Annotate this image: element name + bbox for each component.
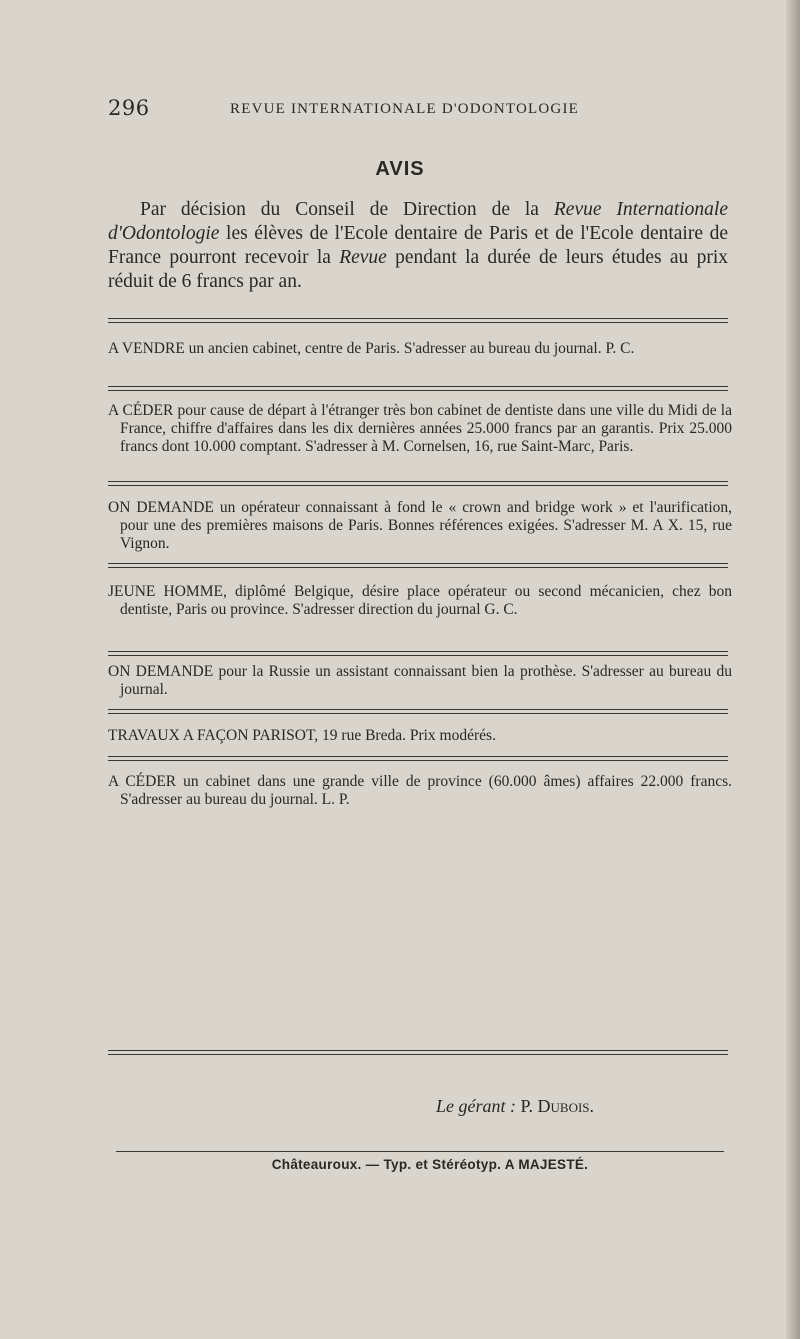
ad-text: A CÉDER pour cause de départ à l'étranger très bon cabinet de dentiste dans une ville du Midi de la France, chiffre d'affaires dans les dix dernières années 25.000 francs par an garantis. Prix 25.000 francs dont 10.000 comptant. S'adresser à M. Cornelsen, 16, rue Saint-Marc, Paris. (108, 402, 732, 455)
signature-name: P. Dubois. (520, 1096, 595, 1116)
classified-ad (108, 583, 732, 619)
ad-text: ON DEMANDE un opérateur connaissant à fond le « crown and bridge work » et l'aurification, pour une des premières maisons de Paris. Bonnes références exigées. S'adresser M. A X. 15, rue Vignon. (108, 499, 732, 552)
divider-rule (108, 651, 728, 656)
ad-text: ON DEMANDE pour la Russie un assistant connaissant bien la prothèse. S'adresser au bureau du journal. (108, 663, 732, 698)
printer-rule (116, 1151, 724, 1152)
classified-ad (108, 402, 732, 456)
running-title: REVUE INTERNATIONALE D'ODONTOLOGIE (230, 101, 580, 117)
ad-text: A VENDRE un ancien cabinet, centre de Paris. S'adresser au bureau du journal. P. C. (108, 340, 635, 357)
divider-rule (108, 756, 728, 761)
classified-ad (108, 663, 732, 699)
page-header (108, 96, 728, 120)
classified-ad (108, 499, 732, 553)
avis-text-1: Par décision du Conseil de Direction de la (140, 199, 554, 220)
signature-label: Le gérant : (436, 1096, 516, 1116)
avis-text-2: les élèves de l'Ecole dentaire de Paris et de l'Ecole dentaire de France pourront recevoir la (108, 223, 728, 268)
classified-ad (108, 340, 732, 358)
divider-rule (108, 709, 728, 714)
classified-ad (108, 773, 732, 809)
ad-text: A CÉDER un cabinet dans une grande ville de province (60.000 âmes) affaires 22.000 francs. S'adresser au bureau du journal. L. P. (108, 773, 732, 808)
ad-text: JEUNE HOMME, diplômé Belgique, désire place opérateur ou second mécanicien, chez bon dentiste, Paris ou province. S'adresser direction du journal G. C. (108, 583, 732, 618)
avis-italic-journal: Revue Internationale d'Odontologie (108, 199, 728, 244)
signature (436, 1096, 594, 1117)
avis-title: AVIS (375, 158, 425, 180)
classified-ad (108, 727, 732, 745)
page-number: 296 (108, 96, 150, 120)
avis-body (108, 198, 728, 294)
divider-rule (108, 386, 728, 391)
divider-rule (108, 563, 728, 568)
printer-imprint: Châteauroux. — Typ. et Stéréotyp. A MAJESTÉ. (271, 1157, 589, 1172)
avis-text-3: pendant la durée de leurs études au prix réduit de 6 francs par an. (108, 247, 728, 292)
divider-rule (108, 481, 728, 486)
ad-text: TRAVAUX A FAÇON PARISOT, 19 rue Breda. Prix modérés. (108, 727, 496, 744)
page-edge-shadow (786, 0, 800, 1339)
closing-rule (108, 1050, 728, 1055)
avis-italic-revue: Revue (339, 247, 387, 268)
divider-rule (108, 318, 728, 323)
